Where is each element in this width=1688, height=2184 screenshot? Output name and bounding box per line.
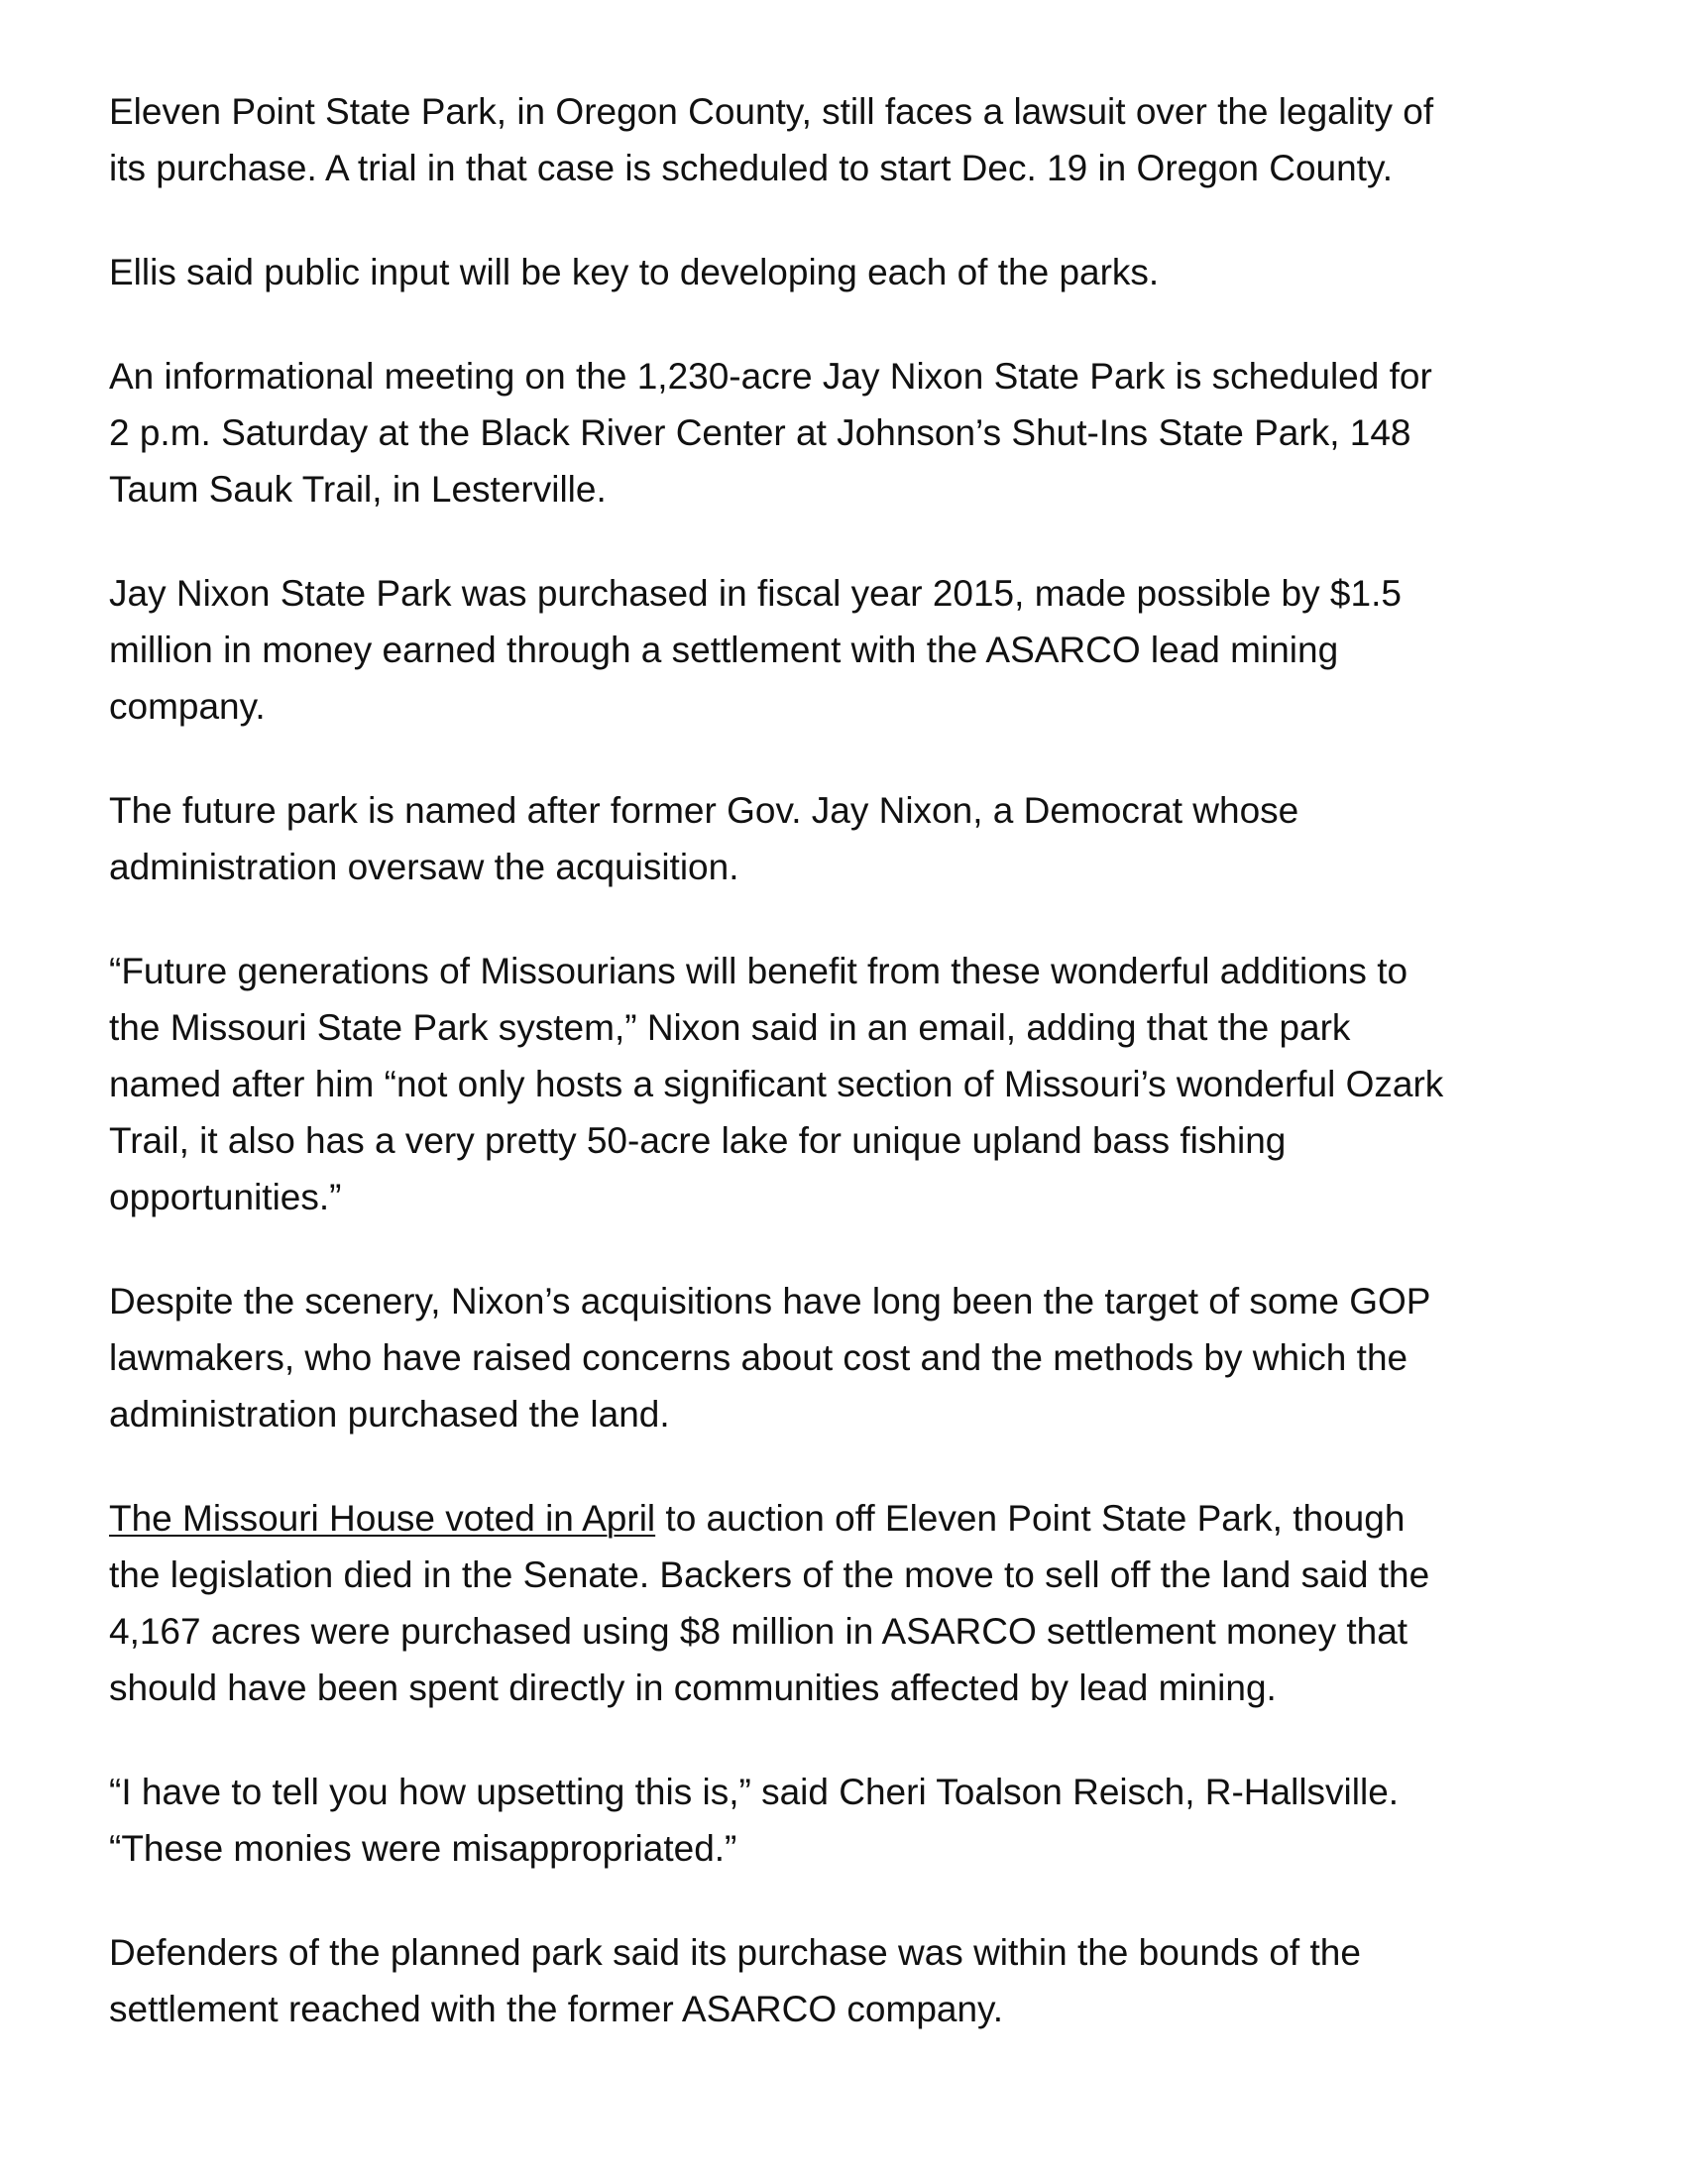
text-line: company. — [109, 686, 266, 727]
paragraph-eleven-point-lawsuit — [109, 83, 1596, 196]
text-line: the legislation died in the Senate. Backers of the move to sell off the land said the — [109, 1554, 1430, 1595]
text-line: Ellis said public input will be key to developing each of the parks. — [109, 252, 1160, 292]
text-line: to auction off Eleven Point State Park, though — [655, 1498, 1406, 1539]
text-line: The future park is named after former Gov. Jay Nixon, a Democrat whose — [109, 790, 1299, 831]
text-line: its purchase. A trial in that case is scheduled to start Dec. 19 in Oregon County. — [109, 148, 1393, 188]
text-line: Defenders of the planned park said its purchase was within the bounds of the — [109, 1932, 1361, 1973]
text-line: million in money earned through a settlement with the ASARCO lead mining — [109, 630, 1339, 670]
paragraph-reisch-quote — [109, 1764, 1596, 1877]
text-line: 2 p.m. Saturday at the Black River Center at Johnson’s Shut-Ins State Park, 148 — [109, 412, 1411, 453]
article-body — [109, 83, 1596, 2085]
text-line: administration purchased the land. — [109, 1394, 670, 1435]
text-line: “Future generations of Missourians will benefit from these wonderful additions to — [109, 951, 1408, 991]
text-line: Eleven Point State Park, in Oregon County, still faces a lawsuit over the legality of — [109, 91, 1434, 132]
text-line: should have been spent directly in communities affected by lead mining. — [109, 1667, 1277, 1708]
text-line: Taum Sauk Trail, in Lesterville. — [109, 469, 607, 510]
paragraph-defenders — [109, 1924, 1596, 2037]
text-line: lawmakers, who have raised concerns about cost and the methods by which the — [109, 1337, 1408, 1378]
missouri-house-vote-link[interactable]: The Missouri House voted in April — [109, 1498, 656, 1539]
text-line: administration oversaw the acquisition. — [109, 847, 739, 887]
paragraph-gop-concerns — [109, 1273, 1596, 1442]
text-line: named after him “not only hosts a significant section of Missouri’s wonderful Ozark — [109, 1064, 1444, 1104]
paragraph-house-vote — [109, 1490, 1596, 1716]
text-line: 4,167 acres were purchased using $8 million in ASARCO settlement money that — [109, 1611, 1408, 1652]
text-line: An informational meeting on the 1,230-acre Jay Nixon State Park is scheduled for — [109, 356, 1432, 397]
text-line: Jay Nixon State Park was purchased in fiscal year 2015, made possible by $1.5 — [109, 573, 1402, 614]
paragraph-nixon-quote — [109, 943, 1596, 1225]
text-line: Despite the scenery, Nixon’s acquisitions have long been the target of some GOP — [109, 1281, 1431, 1322]
paragraph-park-name — [109, 782, 1596, 895]
text-line: the Missouri State Park system,” Nixon said in an email, adding that the park — [109, 1007, 1351, 1048]
text-line: Trail, it also has a very pretty 50-acre lake for unique upland bass fishing — [109, 1120, 1287, 1161]
text-line: “I have to tell you how upsetting this is,” said Cheri Toalson Reisch, R-Hallsville. — [109, 1772, 1400, 1812]
text-line: “These monies were misappropriated.” — [109, 1828, 737, 1869]
text-line: opportunities.” — [109, 1177, 342, 1217]
paragraph-informational-meeting — [109, 348, 1596, 517]
text-line: settlement reached with the former ASARCO company. — [109, 1989, 1004, 2029]
paragraph-public-input — [109, 244, 1596, 300]
paragraph-purchase-history — [109, 565, 1596, 735]
